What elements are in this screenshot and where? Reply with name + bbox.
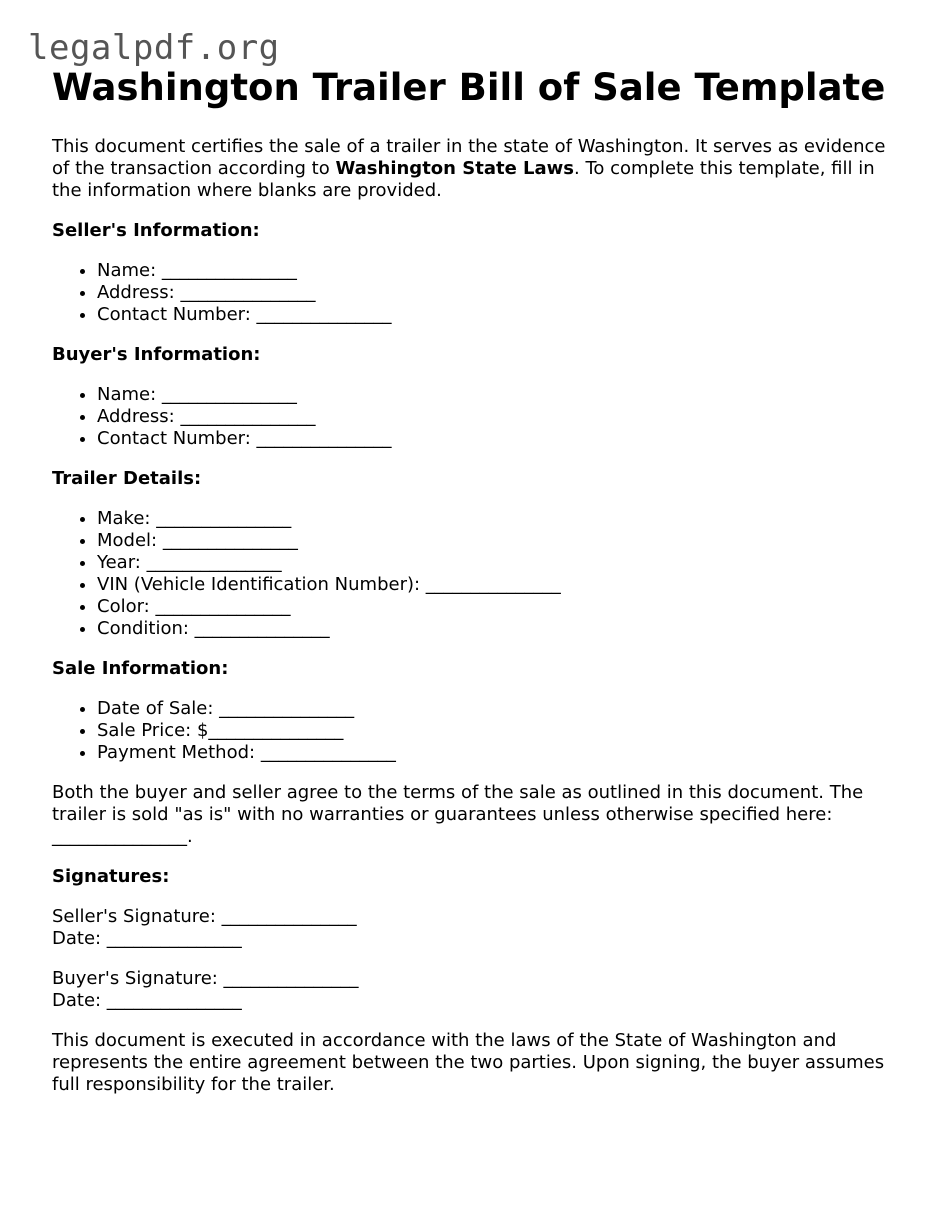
trailer-model-field: • Model: _______________ <box>97 530 892 552</box>
intro-paragraph <box>52 136 892 202</box>
trailer-year-field: • Year: _______________ <box>97 552 892 574</box>
seller-address-field: • Address: _______________ <box>97 282 892 304</box>
trailer-color-field: • Color: _______________ <box>97 596 892 618</box>
buyer-date-field: Date: _______________ <box>52 990 242 1011</box>
trailer-make-field: • Make: _______________ <box>97 508 892 530</box>
buyer-signature-block <box>52 968 892 1012</box>
seller-signature-block <box>52 906 892 950</box>
seller-list <box>52 260 892 326</box>
signatures-heading: Signatures: <box>52 866 170 887</box>
sale-heading: Sale Information: <box>52 658 229 679</box>
seller-date-field: Date: _______________ <box>52 928 242 949</box>
sale-list <box>52 698 892 764</box>
buyer-list <box>52 384 892 450</box>
sale-date-field: • Date of Sale: _______________ <box>97 698 892 720</box>
buyer-signature-field: Buyer's Signature: _______________ <box>52 968 359 989</box>
buyer-contact-field: • Contact Number: _______________ <box>97 428 892 450</box>
intro-text-after: . To complete this template, fill in the information where blanks are provided. <box>52 158 875 201</box>
document-page <box>52 64 892 1096</box>
buyer-name-field: • Name: _______________ <box>97 384 892 406</box>
sale-price-field: • Sale Price: $_______________ <box>97 720 892 742</box>
seller-contact-field: • Contact Number: _______________ <box>97 304 892 326</box>
seller-signature-field: Seller's Signature: _______________ <box>52 906 357 927</box>
buyer-heading: Buyer's Information: <box>52 344 261 365</box>
watermark: legalpdf.org <box>28 28 280 68</box>
payment-method-field: • Payment Method: _______________ <box>97 742 892 764</box>
trailer-heading: Trailer Details: <box>52 468 202 489</box>
closing-paragraph: This document is executed in accordance with the laws of the State of Washington and represents the entire agreement between the two parties. Upon signing, the buyer assumes full responsibility for the trailer. <box>52 1030 885 1095</box>
buyer-address-field: • Address: _______________ <box>97 406 892 428</box>
trailer-list <box>52 508 892 640</box>
intro-bold-laws: Washington State Laws <box>335 158 574 179</box>
trailer-condition-field: • Condition: _______________ <box>97 618 892 640</box>
terms-paragraph: Both the buyer and seller agree to the terms of the sale as outlined in this document. The trailer is sold "as is" with no warranties or guarantees unless otherwise specified here: _______________. <box>52 782 864 847</box>
trailer-vin-field: • VIN (Vehicle Identification Number): _______________ <box>97 574 892 596</box>
page-title: Washington Trailer Bill of Sale Template <box>52 66 886 109</box>
intro-text-before: This document certifies the sale of a trailer in the state of Washington. It serves as evidence of the transaction according to <box>52 136 886 179</box>
seller-name-field: • Name: _______________ <box>97 260 892 282</box>
seller-heading: Seller's Information: <box>52 220 260 241</box>
